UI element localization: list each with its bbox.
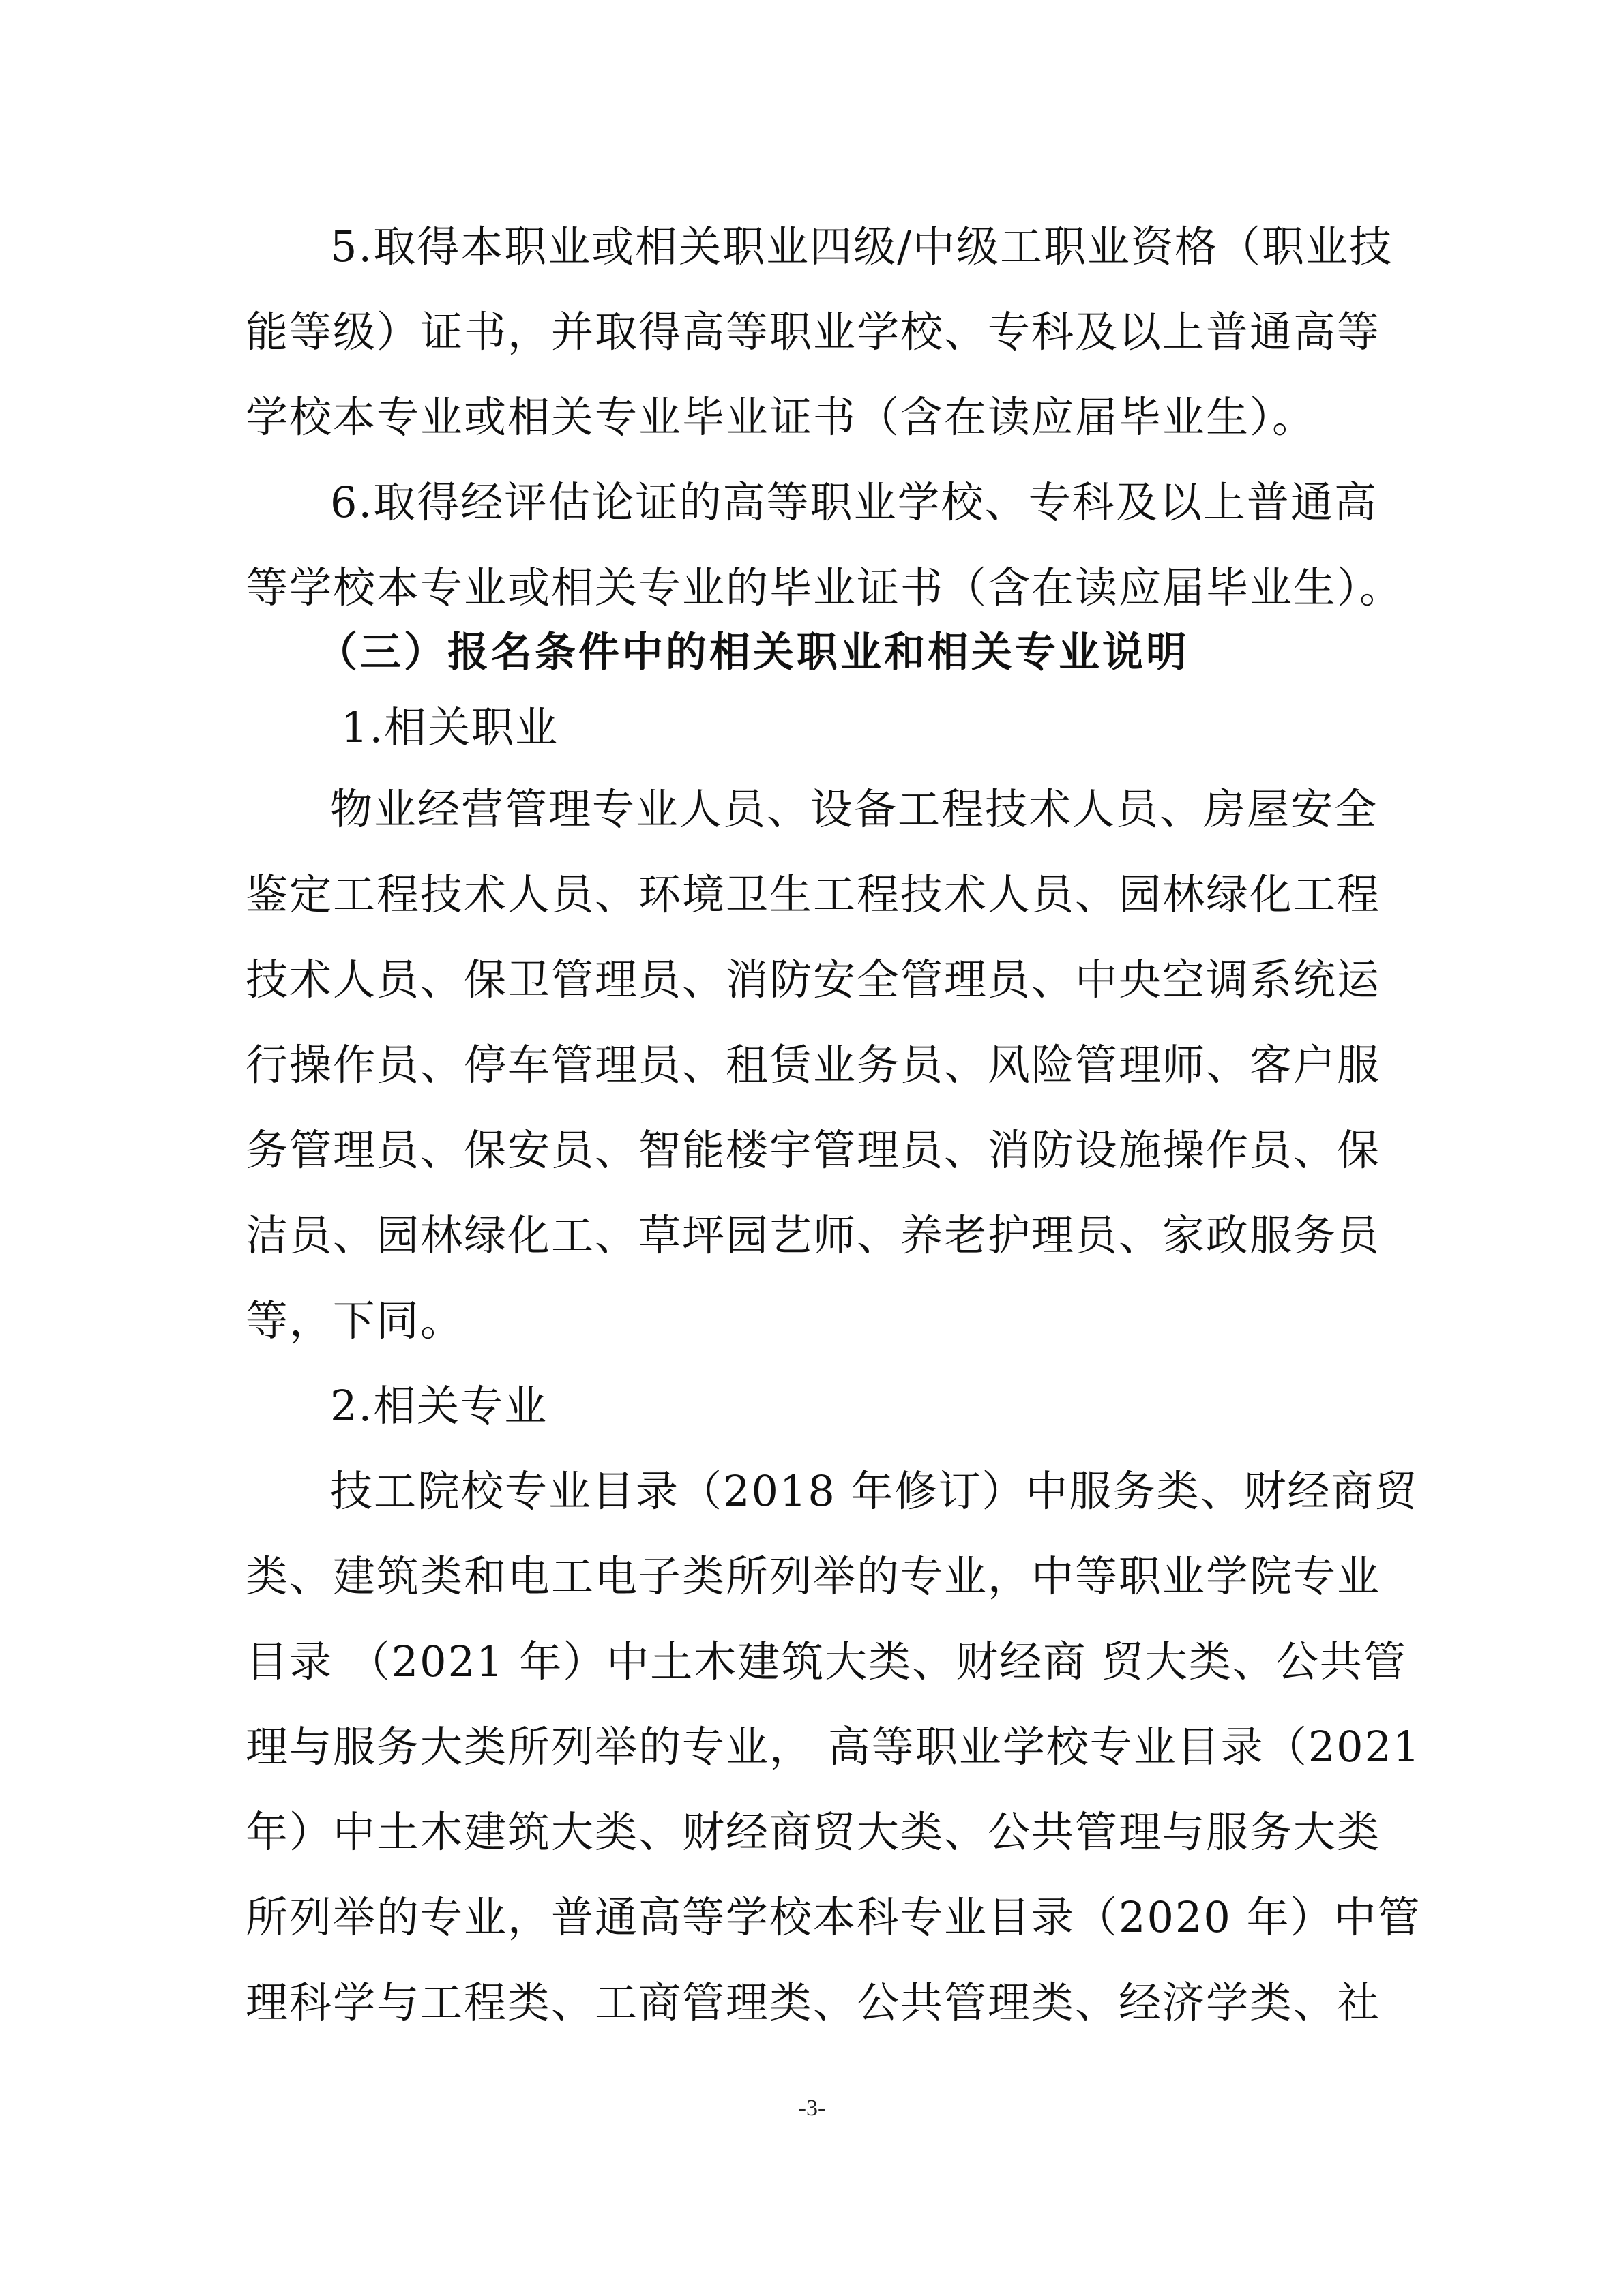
page-number: -3- [798, 2096, 826, 2121]
related-occupations-line-5: 务管理员、保安员、智能楼宇管理员、消防设施操作员、保 [246, 1125, 1381, 1175]
related-occupations-line-6: 洁员、园林绿化工、草坪园艺师、养老护理员、家政服务员 [246, 1210, 1381, 1260]
related-occupations-line-1: 物业经营管理专业人员、设备工程技术人员、房屋安全 [330, 784, 1378, 834]
item6-line-1: 6.取得经评估论证的高等职业学校、专科及以上普通高 [330, 477, 1378, 527]
related-majors-line-1: 技工院校专业目录（2018 年修订）中服务类、财经商贸 [330, 1466, 1419, 1516]
related-majors-line-3: 目录 （2021 年）中土木建筑大类、财经商 贸大类、公共管 [246, 1637, 1407, 1686]
related-occupations-line-3: 技术人员、保卫管理员、消防安全管理员、中央空调系统运 [246, 955, 1381, 1004]
item5-line-3: 学校本专业或相关专业毕业证书（含在读应届毕业生）。 [246, 392, 1316, 442]
section-heading: （三）报名条件中的相关职业和相关专业说明 [316, 629, 1190, 676]
related-majors-line-2: 类、建筑类和电工电子类所列举的专业，中等职业学院专业 [246, 1551, 1381, 1601]
related-majors-line-5: 年）中土木建筑大类、财经商贸大类、公共管理与服务大类 [246, 1807, 1381, 1857]
related-majors-line-6: 所列举的专业，普通高等学校本科专业目录（2020 年）中管 [246, 1892, 1421, 1942]
item6-line-2: 等学校本专业或相关专业的毕业证书（含在读应届毕业生）。 [246, 563, 1404, 612]
item5-line-1: 5.取得本职业或相关职业四级/中级工职业资格（职业技 [330, 222, 1393, 271]
related-majors-line-7: 理科学与工程类、工商管理类、公共管理类、经济学类、社 [246, 1978, 1381, 2027]
subsection-1-title: 1.相关职业 [341, 702, 559, 752]
related-occupations-line-2: 鉴定工程技术人员、环境卫生工程技术人员、园林绿化工程 [246, 869, 1381, 919]
related-occupations-line-4: 行操作员、停车管理员、租赁业务员、风险管理师、客户服 [246, 1040, 1381, 1090]
subsection-2-title: 2.相关专业 [330, 1381, 548, 1431]
item5-line-2: 能等级）证书，并取得高等职业学校、专科及以上普通高等 [246, 307, 1381, 357]
related-occupations-line-7: 等，下同。 [246, 1296, 464, 1345]
related-majors-line-4: 理与服务大类所列举的专业， 高等职业学校专业目录（2021 [246, 1722, 1421, 1772]
